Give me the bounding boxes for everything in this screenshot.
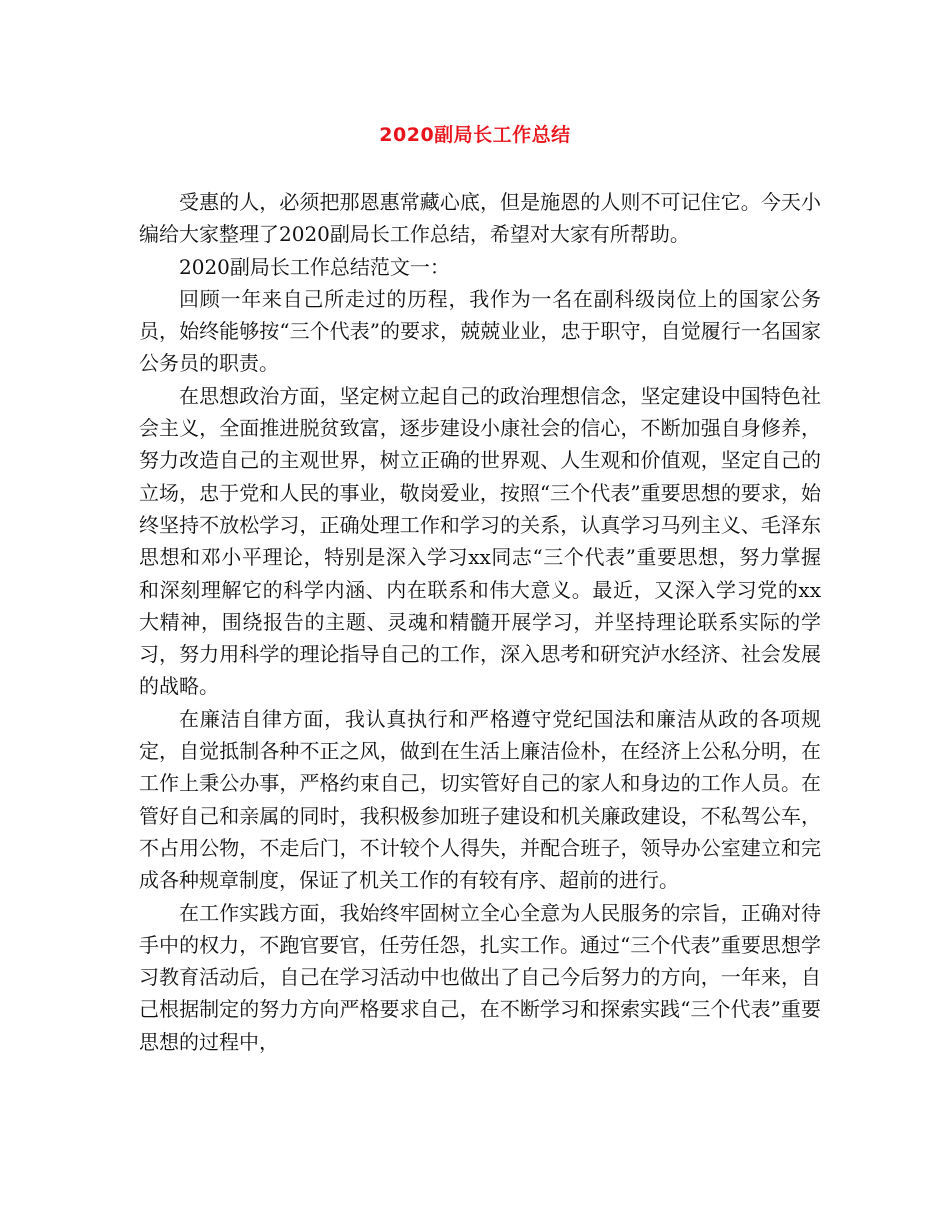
paragraph-intro: 受惠的人，必须把那恩惠常藏心底，但是施恩的人则不可记住它。今天小编给大家整理了2020副局长工作总结，希望对大家有所帮助。 bbox=[139, 190, 821, 247]
paragraph-practice: 在工作实践方面，我始终牢固树立全心全意为人民服务的宗旨，正确对待手中的权力，不跑官要官，任劳任怨，扎实工作。通过“三个代表”重要思想学习教育活动后，自己在学习活动中也做出了自己今后努力的方向，一年来，自己根据制定的努力方向严格要求自己，在不断学习和探索实践“三个代表”重要思想的过程中， bbox=[139, 900, 821, 1054]
paragraph-review: 回顾一年来自己所走过的历程，我作为一名在副科级岗位上的国家公务员，始终能够按“三个代表”的要求，兢兢业业，忠于职守，自觉履行一名国家公务员的职责。 bbox=[139, 286, 821, 376]
document-body bbox=[139, 186, 821, 1058]
document-title: 2020副局长工作总结 bbox=[379, 124, 571, 146]
paragraph-political: 在思想政治方面，坚定树立起自己的政治理想信念，坚定建设中国特色社会主义，全面推进脱贫致富，逐步建设小康社会的信心，不断加强自身修养，努力改造自己的主观世界，树立正确的世界观、人生观和价值观，坚定自己的立场，忠于党和人民的事业，敬岗爱业，按照“三个代表”重要思想的要求，始终坚持不放松学习，正确处理工作和学习的关系，认真学习马列主义、毛泽东思想和邓小平理论，特别是深入学习xx同志“三个代表”重要思想，努力掌握和深刻理解它的科学内涵、内在联系和伟大意义。最近，又深入学习党的xx大精神，围绕报告的主题、灵魂和精髓开展学习，并坚持理论联系实际的学习，努力用科学的理论指导自己的工作，深入思考和研究泸水经济、社会发展的战略。 bbox=[139, 383, 821, 699]
paragraph-integrity: 在廉洁自律方面，我认真执行和严格遵守党纪国法和廉洁从政的各项规定，自觉抵制各种不正之风，做到在生活上廉洁俭朴，在经济上公私分明，在工作上秉公办事，严格约束自己，切实管好自己的家人和身边的工作人员。在管好自己和亲属的同时，我积极参加班子建设和机关廉政建设，不私驾公车，不占用公物，不走后门，不计较个人得失，并配合班子，领导办公室建立和完成各种规章制度，保证了机关工作的有较有序、超前的进行。 bbox=[139, 706, 821, 893]
paragraph-subtitle: 2020副局长工作总结范文一： bbox=[179, 254, 450, 279]
